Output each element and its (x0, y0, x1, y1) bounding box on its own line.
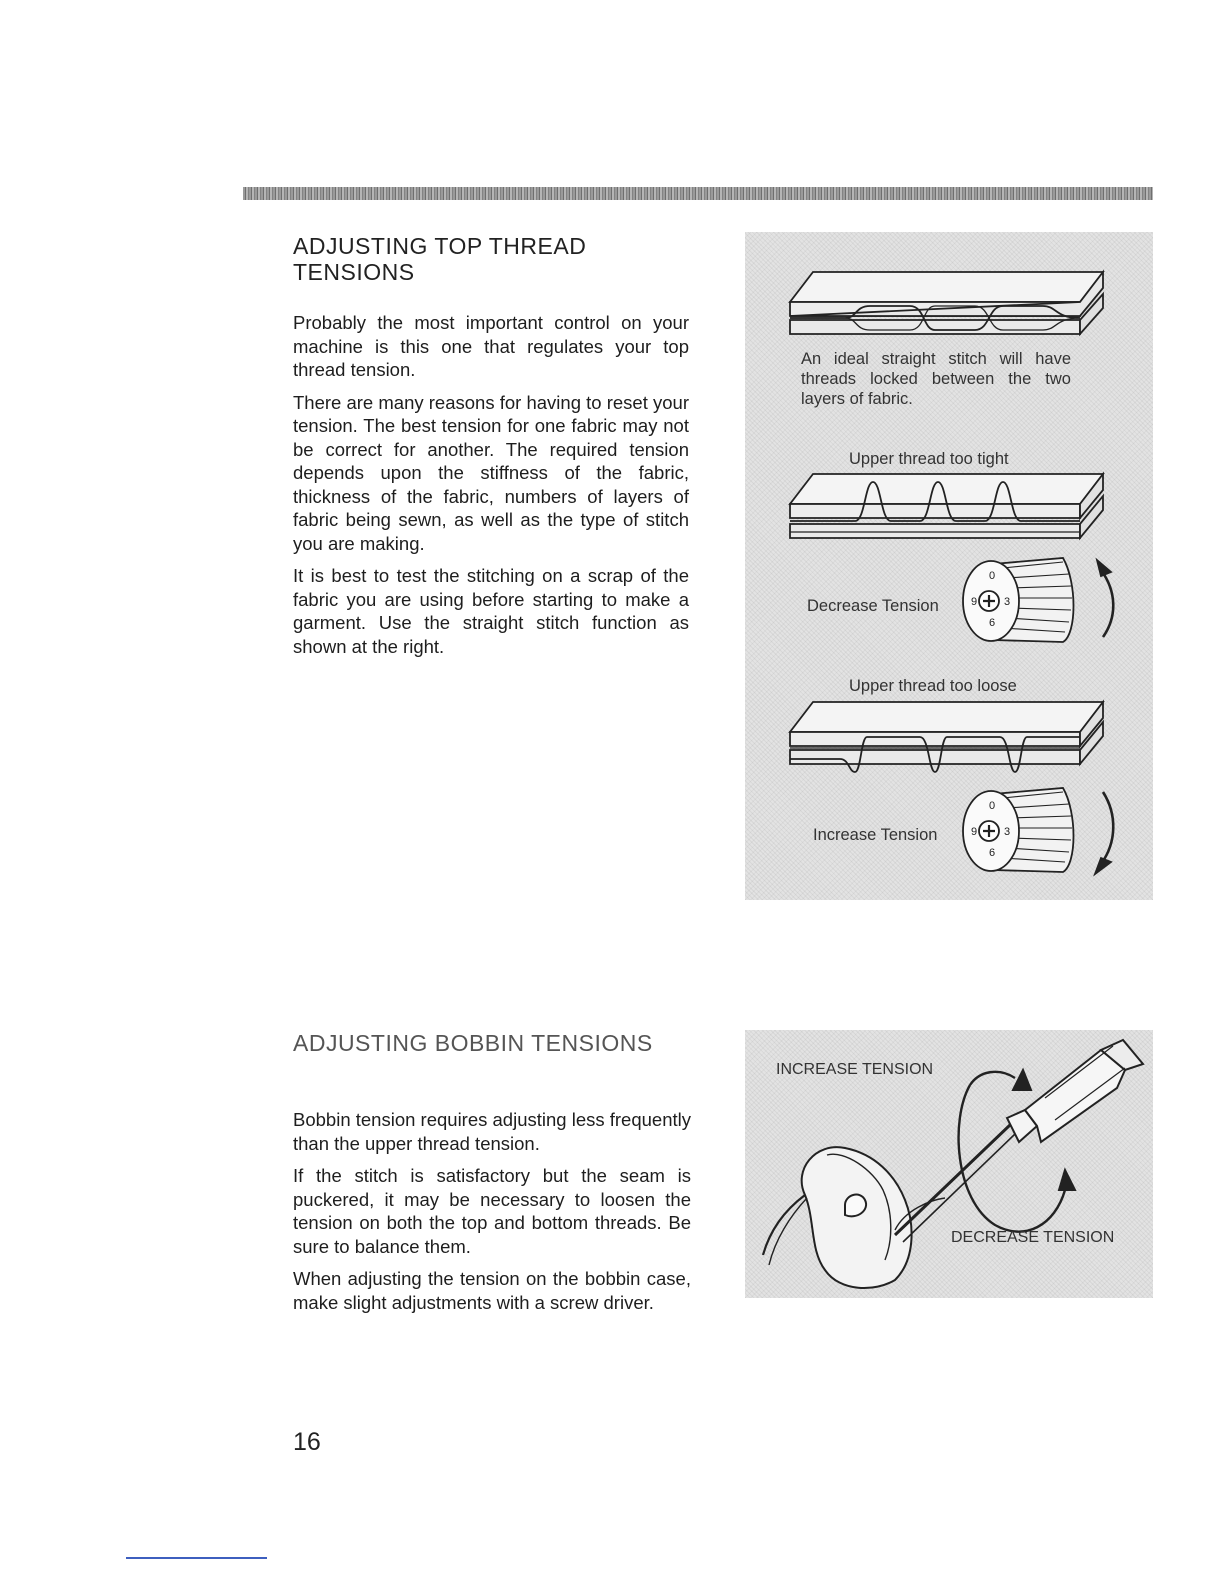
tension-diagram-graphics (745, 232, 1153, 900)
paragraph: When adjusting the tension on the bobbin case, make slight adjustments with a screw driver. (293, 1268, 691, 1313)
tension-dial-decrease (963, 558, 1113, 642)
section-title-bobbin: ADJUSTING BOBBIN TENSIONS (293, 1030, 653, 1056)
paragraph: There are many reasons for having to reset your tension. The best tension for one fabric may not be correct for another. The required tension depends upon the stiffness of the fabric, thickness of the fabric, numbers of layers of fabric being sewn, as well as the type of stitch you are making. (293, 391, 689, 554)
bobbin-illustration (745, 1030, 1153, 1298)
tension-illustration (745, 232, 1153, 900)
footer-rule (126, 1557, 267, 1559)
tight-stitch-fabric (790, 474, 1103, 538)
dial-number-top: 0 (988, 800, 996, 812)
section-body-bobbin (293, 1108, 691, 1323)
ideal-stitch-fabric (790, 272, 1103, 334)
loose-stitch-fabric (790, 702, 1103, 772)
loose-thread-caption: Upper thread too loose (849, 677, 1017, 695)
bobbin-case (763, 1147, 945, 1288)
section-body-top-thread (293, 311, 689, 667)
dial-number-right: 3 (1003, 826, 1011, 838)
dial-number-bottom: 6 (988, 617, 996, 629)
dial-number-bottom: 6 (988, 847, 996, 859)
dial-number-top: 0 (988, 570, 996, 582)
dial-number-right: 3 (1003, 596, 1011, 608)
decrease-tension-label: DECREASE TENSION (951, 1229, 1115, 1246)
paragraph: Probably the most important control on your machine is this one that regulates your top thread tension. (293, 312, 689, 380)
header-rule (243, 187, 1153, 200)
dial-number-left: 9 (970, 826, 978, 838)
ideal-stitch-caption: An ideal straight stitch will have threads locked between the two layers of fabric. (801, 350, 1071, 408)
decrease-tension-label: Decrease Tension (807, 597, 939, 615)
paragraph: Bobbin tension requires adjusting less frequently than the upper thread tension. (293, 1109, 691, 1154)
dial-number-left: 9 (970, 596, 978, 608)
page-number: 16 (293, 1428, 321, 1456)
tension-dial-increase (963, 788, 1113, 874)
paragraph: If the stitch is satisfactory but the seam is puckered, it may be necessary to loosen the tension on both the top and bottom threads. Be sure to balance them. (293, 1165, 691, 1257)
paragraph: It is best to test the stitching on a scrap of the fabric you are using before starting to make a garment. Use the straight stitch function as shown at the right. (293, 565, 689, 657)
increase-tension-label: INCREASE TENSION (776, 1061, 934, 1078)
increase-tension-label: Increase Tension (813, 826, 938, 844)
section-title-top-thread: ADJUSTING TOP THREAD TENSIONS (293, 233, 587, 285)
tight-thread-caption: Upper thread too tight (849, 450, 1009, 468)
